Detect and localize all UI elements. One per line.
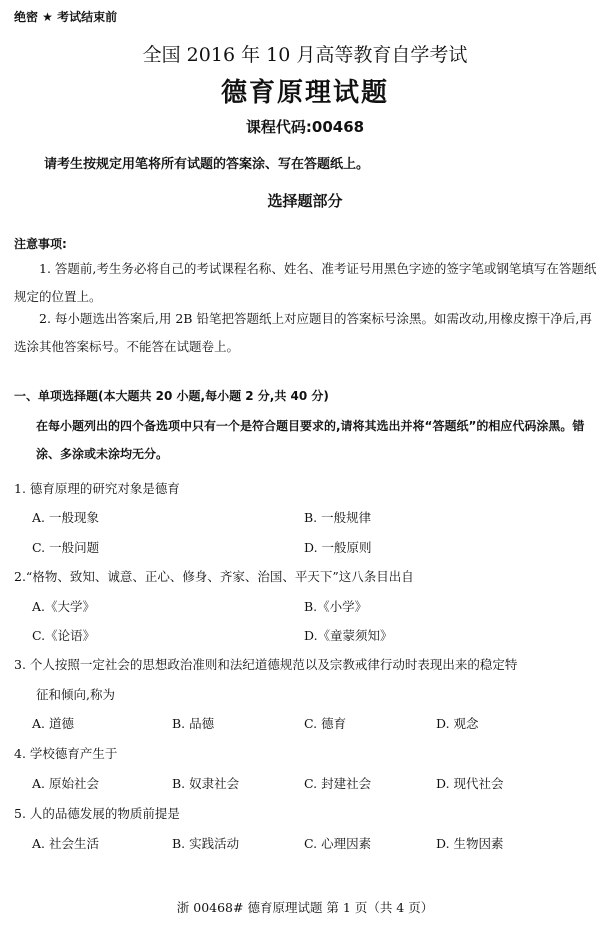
option-a: A. 社会生活 <box>32 836 99 851</box>
option-d: D. 一般原则 <box>304 540 372 555</box>
general-instruction: 请考生按规定用笔将所有试题的答案涂、写在答题纸上。 <box>44 157 370 172</box>
option-a: A.《大学》 <box>32 599 96 614</box>
question-stem: 5. 人的品德发展的物质前提是 <box>14 806 180 821</box>
option-b: B. 品德 <box>172 716 215 731</box>
option-d: D.《童蒙须知》 <box>304 628 393 643</box>
option-c: C. 封建社会 <box>304 776 372 791</box>
option-d: D. 生物因素 <box>436 836 504 851</box>
question-stem-continued: 征和倾向,称为 <box>36 687 115 702</box>
page-footer: 浙 00468# 德育原理试题 第 1 页（共 4 页） <box>176 900 434 915</box>
option-a: A. 道德 <box>32 716 74 731</box>
option-b: B. 一般规律 <box>304 510 372 525</box>
option-b: B. 实践活动 <box>172 836 240 851</box>
notice-item: 1. 答题前,考生务必将自己的考试课程名称、姓名、准考证号用黑色字迹的签字笔或钢笔填写在答题纸规定的位置上。 <box>14 261 597 304</box>
question-stem: 1. 德育原理的研究对象是德育 <box>14 481 180 496</box>
part-rule: 在每小题列出的四个备选项中只有一个是符合题目要求的,请将其选出并将“答题纸”的相应代码涂黑。错涂、多涂或未涂均无分。 <box>36 419 585 461</box>
notice-item: 2. 每小题选出答案后,用 2B 铅笔把答题纸上对应题目的答案标号涂黑。如需改动,用橡皮擦干净后,再选涂其他答案标号。不能答在试题卷上。 <box>14 311 592 354</box>
option-c: C. 心理因素 <box>304 836 372 851</box>
option-c: C.《论语》 <box>32 628 96 643</box>
option-b: B.《小学》 <box>304 599 368 614</box>
question-stem: 3. 个人按照一定社会的思想政治准则和法纪道德规范以及宗教戒律行动时表现出来的稳定特 <box>14 657 518 672</box>
question-stem: 2.“格物、致知、诚意、正心、修身、齐家、治国、平天下”这八条目出自 <box>14 569 414 584</box>
option-d: D. 现代社会 <box>436 776 504 791</box>
confidential-label: 绝密 ★ 考试结束前 <box>14 10 118 24</box>
option-a: A. 原始社会 <box>32 776 99 791</box>
option-d: D. 观念 <box>436 716 479 731</box>
paper-title: 德育原理试题 <box>220 78 389 108</box>
option-a: A. 一般现象 <box>32 510 99 525</box>
option-c: C. 一般问题 <box>32 540 100 555</box>
course-code: 课程代码:00468 <box>245 118 365 136</box>
part-heading: 一、单项选择题(本大题共 20 小题,每小题 2 分,共 40 分) <box>14 389 329 403</box>
option-b: B. 奴隶社会 <box>172 776 240 791</box>
exam-title: 全国 2016 年 10 月高等教育自学考试 <box>142 44 468 66</box>
option-c: C. 德育 <box>304 716 347 731</box>
notice-title: 注意事项: <box>14 237 67 251</box>
section-title: 选择题部分 <box>267 192 343 210</box>
question-stem: 4. 学校德育产生于 <box>14 746 118 761</box>
